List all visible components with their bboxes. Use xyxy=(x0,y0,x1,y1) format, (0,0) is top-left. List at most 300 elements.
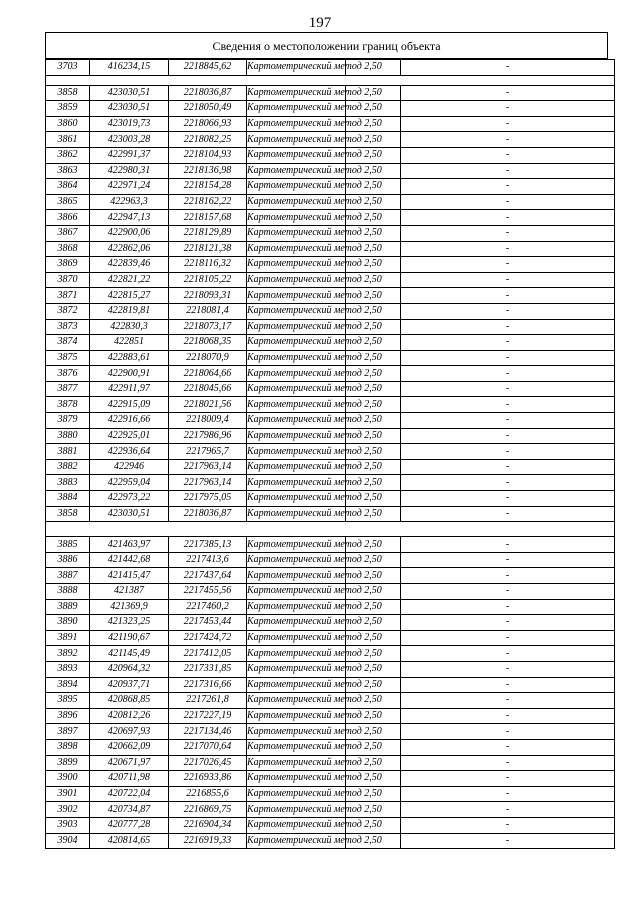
note-cell: - xyxy=(401,739,615,755)
method-cell: Картометрический метод xyxy=(247,194,346,210)
coord-y: 2218066,93 xyxy=(169,116,247,132)
table-row xyxy=(46,303,615,319)
coord-x: 420711,98 xyxy=(90,771,169,787)
point-number: 3893 xyxy=(46,661,90,677)
coord-y: 2217455,56 xyxy=(169,584,247,600)
point-number: 3901 xyxy=(46,786,90,802)
coord-x: 422915,09 xyxy=(90,397,169,413)
table-row xyxy=(46,646,615,662)
coord-x: 420812,26 xyxy=(90,708,169,724)
method-cell: Картометрический метод xyxy=(247,60,346,76)
coord-x: 421145,49 xyxy=(90,646,169,662)
note-cell: - xyxy=(401,646,615,662)
precision-cell: 2,50 xyxy=(346,350,401,366)
coord-y: 2217963,14 xyxy=(169,475,247,491)
note-cell: - xyxy=(401,755,615,771)
note-cell: - xyxy=(401,179,615,195)
coord-y: 2216855,6 xyxy=(169,786,247,802)
note-cell: - xyxy=(401,537,615,553)
note-cell: - xyxy=(401,568,615,584)
point-number: 3898 xyxy=(46,739,90,755)
precision-cell: 2,50 xyxy=(346,677,401,693)
method-cell: Картометрический метод xyxy=(247,817,346,833)
method-cell: Картометрический метод xyxy=(247,381,346,397)
method-cell: Картометрический метод xyxy=(247,132,346,148)
method-cell: Картометрический метод xyxy=(247,225,346,241)
note-cell: - xyxy=(401,615,615,631)
point-number: 3880 xyxy=(46,428,90,444)
table-row xyxy=(46,101,615,117)
note-cell: - xyxy=(401,257,615,273)
table-row xyxy=(46,708,615,724)
coord-x: 421387 xyxy=(90,584,169,600)
table-row xyxy=(46,786,615,802)
table-row xyxy=(46,444,615,460)
coord-y: 2217316,66 xyxy=(169,677,247,693)
coord-y: 2218082,25 xyxy=(169,132,247,148)
coord-x: 422911,97 xyxy=(90,381,169,397)
note-cell: - xyxy=(401,288,615,304)
table-row xyxy=(46,724,615,740)
precision-cell: 2,50 xyxy=(346,459,401,475)
precision-cell: 2,50 xyxy=(346,288,401,304)
coord-y: 2218116,32 xyxy=(169,257,247,273)
method-cell: Картометрический метод xyxy=(247,708,346,724)
point-number: 3860 xyxy=(46,116,90,132)
coord-y: 2218068,35 xyxy=(169,335,247,351)
precision-cell: 2,50 xyxy=(346,537,401,553)
point-number: 3866 xyxy=(46,210,90,226)
separator-cell xyxy=(46,522,615,537)
method-cell: Картометрический метод xyxy=(247,491,346,507)
table-row xyxy=(46,459,615,475)
precision-cell: 2,50 xyxy=(346,568,401,584)
coord-y: 2217975,05 xyxy=(169,491,247,507)
note-cell: - xyxy=(401,335,615,351)
method-cell: Картометрический метод xyxy=(247,584,346,600)
precision-cell: 2,50 xyxy=(346,194,401,210)
coord-x: 422862,06 xyxy=(90,241,169,257)
coord-y: 2217134,46 xyxy=(169,724,247,740)
method-cell: Картометрический метод xyxy=(247,397,346,413)
point-number: 3703 xyxy=(46,60,90,76)
coord-y: 2217070,64 xyxy=(169,739,247,755)
point-number: 3861 xyxy=(46,132,90,148)
table-row xyxy=(46,755,615,771)
note-cell: - xyxy=(401,693,615,709)
coord-x: 421323,25 xyxy=(90,615,169,631)
precision-cell: 2,50 xyxy=(346,397,401,413)
note-cell: - xyxy=(401,194,615,210)
table-row xyxy=(46,475,615,491)
table-row xyxy=(46,413,615,429)
precision-cell: 2,50 xyxy=(346,381,401,397)
method-cell: Картометрический метод xyxy=(247,786,346,802)
coord-y: 2217412,05 xyxy=(169,646,247,662)
point-number: 3896 xyxy=(46,708,90,724)
note-cell: - xyxy=(401,475,615,491)
precision-cell: 2,50 xyxy=(346,599,401,615)
table-row xyxy=(46,381,615,397)
coord-y: 2217227,19 xyxy=(169,708,247,724)
table-row xyxy=(46,491,615,507)
point-number: 3870 xyxy=(46,272,90,288)
point-number: 3891 xyxy=(46,630,90,646)
note-cell: - xyxy=(401,708,615,724)
precision-cell: 2,50 xyxy=(346,817,401,833)
note-cell: - xyxy=(401,241,615,257)
point-number: 3863 xyxy=(46,163,90,179)
table-row xyxy=(46,537,615,553)
table-row xyxy=(46,366,615,382)
precision-cell: 2,50 xyxy=(346,319,401,335)
point-number: 3876 xyxy=(46,366,90,382)
method-cell: Картометрический метод xyxy=(247,428,346,444)
note-cell: - xyxy=(401,444,615,460)
method-cell: Картометрический метод xyxy=(247,677,346,693)
precision-cell: 2,50 xyxy=(346,163,401,179)
coord-y: 2218157,68 xyxy=(169,210,247,226)
point-number: 3887 xyxy=(46,568,90,584)
method-cell: Картометрический метод xyxy=(247,833,346,849)
point-number: 3883 xyxy=(46,475,90,491)
note-cell: - xyxy=(401,350,615,366)
method-cell: Картометрический метод xyxy=(247,802,346,818)
note-cell: - xyxy=(401,786,615,802)
coord-y: 2217460,2 xyxy=(169,599,247,615)
method-cell: Картометрический метод xyxy=(247,739,346,755)
coord-y: 2218064,66 xyxy=(169,366,247,382)
precision-cell: 2,50 xyxy=(346,132,401,148)
coord-x: 416234,15 xyxy=(90,60,169,76)
method-cell: Картометрический метод xyxy=(247,288,346,304)
precision-cell: 2,50 xyxy=(346,335,401,351)
method-cell: Картометрический метод xyxy=(247,272,346,288)
coord-x: 422963,3 xyxy=(90,194,169,210)
coord-x: 420777,28 xyxy=(90,817,169,833)
method-cell: Картометрический метод xyxy=(247,459,346,475)
table-row xyxy=(46,397,615,413)
coord-y: 2217331,85 xyxy=(169,661,247,677)
point-number: 3879 xyxy=(46,413,90,429)
precision-cell: 2,50 xyxy=(346,85,401,101)
note-cell: - xyxy=(401,397,615,413)
table-row xyxy=(46,60,615,76)
note-cell: - xyxy=(401,163,615,179)
page-number: 197 xyxy=(308,15,332,31)
precision-cell: 2,50 xyxy=(346,179,401,195)
precision-cell: 2,50 xyxy=(346,444,401,460)
table-row xyxy=(46,288,615,304)
note-cell: - xyxy=(401,661,615,677)
coord-x: 422830,3 xyxy=(90,319,169,335)
point-number: 3867 xyxy=(46,225,90,241)
precision-cell: 2,50 xyxy=(346,724,401,740)
note-cell: - xyxy=(401,210,615,226)
precision-cell: 2,50 xyxy=(346,755,401,771)
precision-cell: 2,50 xyxy=(346,60,401,76)
method-cell: Картометрический метод xyxy=(247,537,346,553)
method-cell: Картометрический метод xyxy=(247,335,346,351)
precision-cell: 2,50 xyxy=(346,506,401,522)
coord-x: 422971,24 xyxy=(90,179,169,195)
method-cell: Картометрический метод xyxy=(247,444,346,460)
coord-x: 423030,51 xyxy=(90,101,169,117)
coord-x: 421463,97 xyxy=(90,537,169,553)
point-number: 3888 xyxy=(46,584,90,600)
point-number: 3878 xyxy=(46,397,90,413)
table-row xyxy=(46,350,615,366)
point-number: 3874 xyxy=(46,335,90,351)
separator-cell xyxy=(46,75,615,85)
coord-y: 2216869,75 xyxy=(169,802,247,818)
point-number: 3885 xyxy=(46,537,90,553)
table-row xyxy=(46,194,615,210)
note-cell: - xyxy=(401,630,615,646)
point-number: 3877 xyxy=(46,381,90,397)
coord-y: 2217965,7 xyxy=(169,444,247,460)
coord-x: 420722,04 xyxy=(90,786,169,802)
point-number: 3900 xyxy=(46,771,90,787)
table-row xyxy=(46,630,615,646)
coord-x: 421415,47 xyxy=(90,568,169,584)
coord-y: 2218093,31 xyxy=(169,288,247,304)
precision-cell: 2,50 xyxy=(346,303,401,319)
table-row xyxy=(46,116,615,132)
coord-y: 2218105,22 xyxy=(169,272,247,288)
coord-x: 422839,46 xyxy=(90,257,169,273)
method-cell: Картометрический метод xyxy=(247,85,346,101)
table-row xyxy=(46,132,615,148)
table-row xyxy=(46,584,615,600)
table-row xyxy=(46,272,615,288)
point-number: 3862 xyxy=(46,147,90,163)
coord-x: 422916,66 xyxy=(90,413,169,429)
method-cell: Картометрический метод xyxy=(247,475,346,491)
note-cell: - xyxy=(401,771,615,787)
table-row xyxy=(46,599,615,615)
method-cell: Картометрический метод xyxy=(247,568,346,584)
coord-x: 420814,65 xyxy=(90,833,169,849)
precision-cell: 2,50 xyxy=(346,210,401,226)
point-number: 3881 xyxy=(46,444,90,460)
precision-cell: 2,50 xyxy=(346,428,401,444)
point-number: 3899 xyxy=(46,755,90,771)
table-row xyxy=(46,568,615,584)
precision-cell: 2,50 xyxy=(346,475,401,491)
note-cell: - xyxy=(401,491,615,507)
precision-cell: 2,50 xyxy=(346,661,401,677)
point-number: 3872 xyxy=(46,303,90,319)
coord-x: 422980,31 xyxy=(90,163,169,179)
coordinates-frame xyxy=(45,32,608,849)
precision-cell: 2,50 xyxy=(346,708,401,724)
point-number: 3903 xyxy=(46,817,90,833)
method-cell: Картометрический метод xyxy=(247,724,346,740)
coord-x: 422851 xyxy=(90,335,169,351)
note-cell: - xyxy=(401,428,615,444)
point-number: 3882 xyxy=(46,459,90,475)
precision-cell: 2,50 xyxy=(346,630,401,646)
table-row xyxy=(46,661,615,677)
note-cell: - xyxy=(401,101,615,117)
coord-x: 423030,51 xyxy=(90,85,169,101)
coord-x: 422900,91 xyxy=(90,366,169,382)
coord-x: 422991,37 xyxy=(90,147,169,163)
coord-y: 2218021,56 xyxy=(169,397,247,413)
note-cell: - xyxy=(401,85,615,101)
point-number: 3868 xyxy=(46,241,90,257)
method-cell: Картометрический метод xyxy=(247,116,346,132)
note-cell: - xyxy=(401,677,615,693)
point-number: 3902 xyxy=(46,802,90,818)
precision-cell: 2,50 xyxy=(346,241,401,257)
method-cell: Картометрический метод xyxy=(247,615,346,631)
precision-cell: 2,50 xyxy=(346,491,401,507)
coord-x: 422815,27 xyxy=(90,288,169,304)
method-cell: Картометрический метод xyxy=(247,319,346,335)
method-cell: Картометрический метод xyxy=(247,646,346,662)
coord-y: 2218081,4 xyxy=(169,303,247,319)
coord-y: 2218136,98 xyxy=(169,163,247,179)
coord-y: 2216919,33 xyxy=(169,833,247,849)
note-cell: - xyxy=(401,817,615,833)
note-cell: - xyxy=(401,147,615,163)
point-number: 3886 xyxy=(46,552,90,568)
coord-x: 422936,64 xyxy=(90,444,169,460)
coord-x: 421369,9 xyxy=(90,599,169,615)
coord-x: 423019,73 xyxy=(90,116,169,132)
note-cell: - xyxy=(401,132,615,148)
note-cell: - xyxy=(401,413,615,429)
coord-x: 422946 xyxy=(90,459,169,475)
point-number: 3897 xyxy=(46,724,90,740)
coord-x: 420671,97 xyxy=(90,755,169,771)
coord-x: 423003,28 xyxy=(90,132,169,148)
coord-y: 2218036,87 xyxy=(169,506,247,522)
method-cell: Картометрический метод xyxy=(247,630,346,646)
note-cell: - xyxy=(401,584,615,600)
point-number: 3859 xyxy=(46,101,90,117)
coord-x: 422821,22 xyxy=(90,272,169,288)
coord-y: 2218045,66 xyxy=(169,381,247,397)
table-row xyxy=(46,319,615,335)
precision-cell: 2,50 xyxy=(346,739,401,755)
note-cell: - xyxy=(401,802,615,818)
precision-cell: 2,50 xyxy=(346,771,401,787)
method-cell: Картометрический метод xyxy=(247,506,346,522)
coord-x: 420734,87 xyxy=(90,802,169,818)
precision-cell: 2,50 xyxy=(346,584,401,600)
coord-y: 2216904,34 xyxy=(169,817,247,833)
coord-x: 423030,51 xyxy=(90,506,169,522)
method-cell: Картометрический метод xyxy=(247,257,346,273)
method-cell: Картометрический метод xyxy=(247,413,346,429)
note-cell: - xyxy=(401,381,615,397)
method-cell: Картометрический метод xyxy=(247,366,346,382)
point-number: 3875 xyxy=(46,350,90,366)
point-number: 3904 xyxy=(46,833,90,849)
method-cell: Картометрический метод xyxy=(247,693,346,709)
method-cell: Картометрический метод xyxy=(247,755,346,771)
point-number: 3889 xyxy=(46,599,90,615)
table-row xyxy=(46,615,615,631)
coord-y: 2217986,96 xyxy=(169,428,247,444)
coord-y: 2217413,6 xyxy=(169,552,247,568)
precision-cell: 2,50 xyxy=(346,786,401,802)
coord-y: 2217424,72 xyxy=(169,630,247,646)
coord-x: 421190,67 xyxy=(90,630,169,646)
coord-y: 2218104,93 xyxy=(169,147,247,163)
precision-cell: 2,50 xyxy=(346,413,401,429)
method-cell: Картометрический метод xyxy=(247,210,346,226)
point-number: 3890 xyxy=(46,615,90,631)
coord-y: 2217453,44 xyxy=(169,615,247,631)
note-cell: - xyxy=(401,60,615,76)
table-row xyxy=(46,817,615,833)
table-row xyxy=(46,506,615,522)
table-row xyxy=(46,85,615,101)
point-number: 3892 xyxy=(46,646,90,662)
coord-x: 422819,81 xyxy=(90,303,169,319)
coord-y: 2217261,8 xyxy=(169,693,247,709)
coord-y: 2218073,17 xyxy=(169,319,247,335)
note-cell: - xyxy=(401,272,615,288)
note-cell: - xyxy=(401,303,615,319)
coord-x: 420662,09 xyxy=(90,739,169,755)
table-row xyxy=(46,552,615,568)
coord-x: 422947,13 xyxy=(90,210,169,226)
table-row xyxy=(46,147,615,163)
table-row xyxy=(46,335,615,351)
separator-row xyxy=(46,75,615,85)
coord-y: 2216933,86 xyxy=(169,771,247,787)
note-cell: - xyxy=(401,724,615,740)
table-row xyxy=(46,163,615,179)
point-number: 3871 xyxy=(46,288,90,304)
table-row xyxy=(46,771,615,787)
table-row xyxy=(46,257,615,273)
note-cell: - xyxy=(401,116,615,132)
note-cell: - xyxy=(401,319,615,335)
coord-y: 2218070,9 xyxy=(169,350,247,366)
coord-x: 420868,85 xyxy=(90,693,169,709)
coord-y: 2217963,14 xyxy=(169,459,247,475)
table-row xyxy=(46,802,615,818)
separator-row xyxy=(46,522,615,537)
table-row xyxy=(46,241,615,257)
precision-cell: 2,50 xyxy=(346,116,401,132)
table-header: Сведения о местоположении границ объекта xyxy=(45,32,608,59)
method-cell: Картометрический метод xyxy=(247,771,346,787)
coord-y: 2218845,62 xyxy=(169,60,247,76)
method-cell: Картометрический метод xyxy=(247,241,346,257)
precision-cell: 2,50 xyxy=(346,833,401,849)
note-cell: - xyxy=(401,552,615,568)
table-row xyxy=(46,210,615,226)
point-number: 3858 xyxy=(46,85,90,101)
table-row xyxy=(46,225,615,241)
coord-x: 420697,93 xyxy=(90,724,169,740)
coord-y: 2218162,22 xyxy=(169,194,247,210)
point-number: 3865 xyxy=(46,194,90,210)
method-cell: Картометрический метод xyxy=(247,179,346,195)
method-cell: Картометрический метод xyxy=(247,163,346,179)
method-cell: Картометрический метод xyxy=(247,147,346,163)
table-row xyxy=(46,428,615,444)
note-cell: - xyxy=(401,225,615,241)
table-row xyxy=(46,833,615,849)
